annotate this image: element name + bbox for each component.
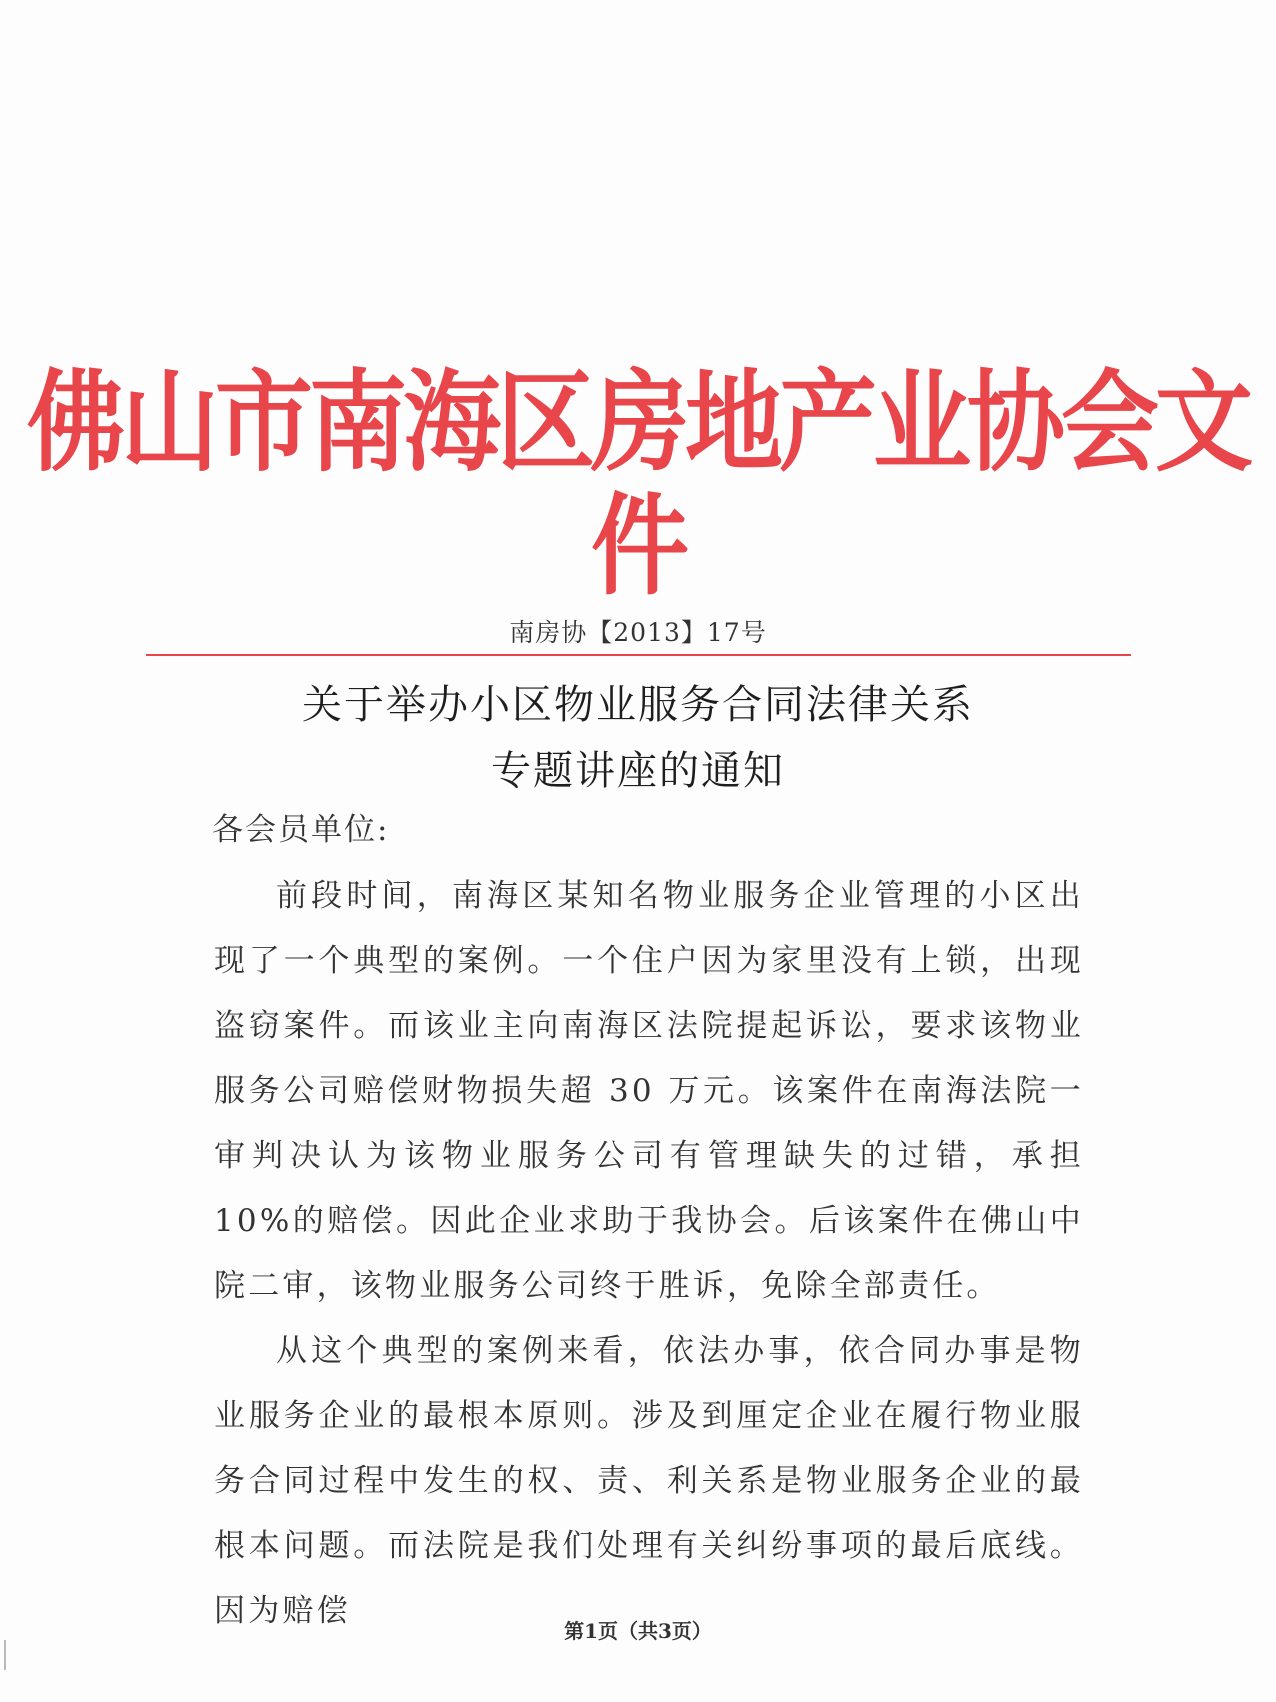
scan-edge-mark	[4, 1640, 6, 1670]
notice-title-line2: 专题讲座的通知	[491, 748, 785, 794]
red-divider-line	[146, 654, 1131, 656]
notice-title	[0, 672, 1276, 804]
paragraph-1: 前段时间，南海区某知名物业服务企业管理的小区出现了一个典型的案例。一个住户因为家里没有上锁，出现盗窃案件。而该业主向南海区法院提起诉讼，要求该物业服务公司赔偿财物损失超 30 万元。该案件在南海法院一审判决认为该物业服务公司有管理缺失的过错，承担 10%的赔偿。因此企业求助于我协会。后该案件在佛山中院二审，该物业服务公司终于胜诉，免除全部责任。	[214, 878, 1084, 1304]
salutation: 各会员单位:	[212, 812, 390, 848]
document-number: 南房协【2013】17号	[509, 618, 767, 647]
paragraph-2: 从这个典型的案例来看，依法办事，依合同办事是物业服务企业的最根本原则。涉及到厘定企业在履行物业服务合同过程中发生的权、责、利关系是物业服务企业的最根本问题。而法院是我们处理有关纠纷事项的最后底线。因为赔偿	[214, 1333, 1084, 1629]
page-footer: 第1页（共3页）	[564, 1619, 712, 1643]
issuer-header-title: 佛山市南海区房地产业协会文件	[26, 358, 1249, 611]
body-text	[214, 864, 1084, 1644]
notice-title-line1: 关于举办小区物业服务合同法律关系	[302, 682, 974, 728]
